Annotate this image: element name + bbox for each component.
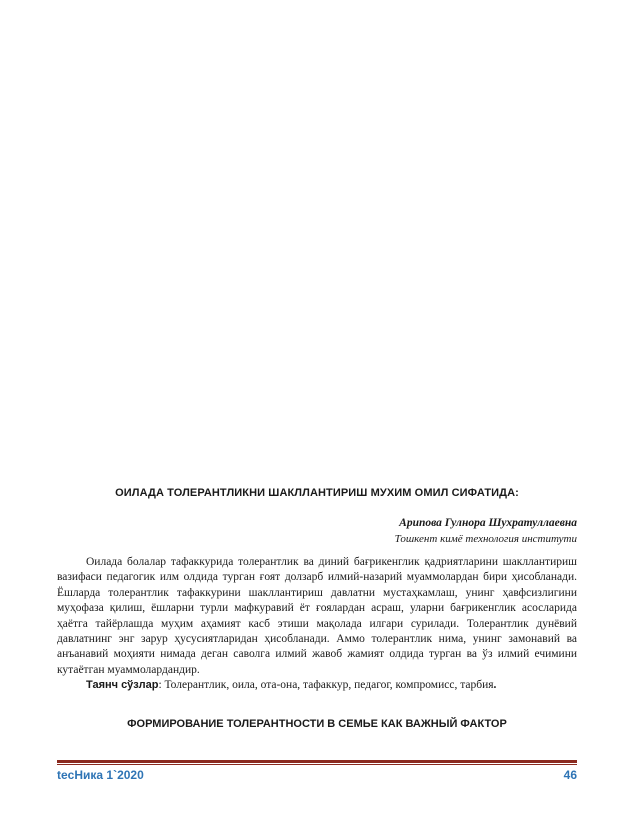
author-block xyxy=(395,515,577,547)
footer-journal-name: tecНика 1`2020 xyxy=(57,768,144,782)
keywords-end: . xyxy=(493,679,497,692)
author-affiliation: Тошкент кимё технология институти xyxy=(394,533,577,545)
page-number: 46 xyxy=(563,768,577,782)
section-title: ФОРМИРОВАНИЕ ТОЛЕРАНТНОСТИ В СЕМЬЕ КАК ВАЖНЫЙ ФАКТОР xyxy=(127,718,507,730)
article-title: ОИЛАДА ТОЛЕРАНТЛИКНИ ШАКЛЛАНТИРИШ МУХИМ ОМИЛ СИФАТИДА: xyxy=(115,487,519,499)
keywords-text: : Толерантлик, оила, ота-она, тафаккур, педагог, компромисс, тарбия xyxy=(158,679,494,692)
footer-rule xyxy=(57,760,577,763)
keywords-label: Таянч сўзлар xyxy=(86,679,159,692)
author-name: Арипова Гулнора Шухратуллаевна xyxy=(399,517,577,529)
abstract-paragraph: Оилада болалар тафаккурида толерантлик ва диний бағрикенглик қадриятларини шакллантириш вазифаси педагогик илм олдида турган ғоят долзарб илмий-назарий муаммолардан бири ҳисобланади. Ёшларда толерантлик тафаккурини шакллантириш давлатни мустаҳкамлаш, унинг ҳавфсизлигини муҳофаза қилиш, ёшларни турли мафкуравий ёт ғоялардан асраш, уларни бағрикенглик асосларида ҳаётга тайёрлашда муҳим аҳамият касб этиши мақолада илгари сурилади. Толерантлик дунёвий давлатнинг энг зарур ҳусусиятларидан ҳисобланади. Аммо толерантлик нима, унинг замонавий ва анъанавий моҳияти нимада деган саволга илмий жавоб жамият олдида турган ва ўз илмий ечимини кутаётган муаммолардандир. xyxy=(57,556,577,676)
abstract xyxy=(57,555,577,694)
keywords xyxy=(57,678,577,693)
footer-rule-thin xyxy=(57,764,577,765)
